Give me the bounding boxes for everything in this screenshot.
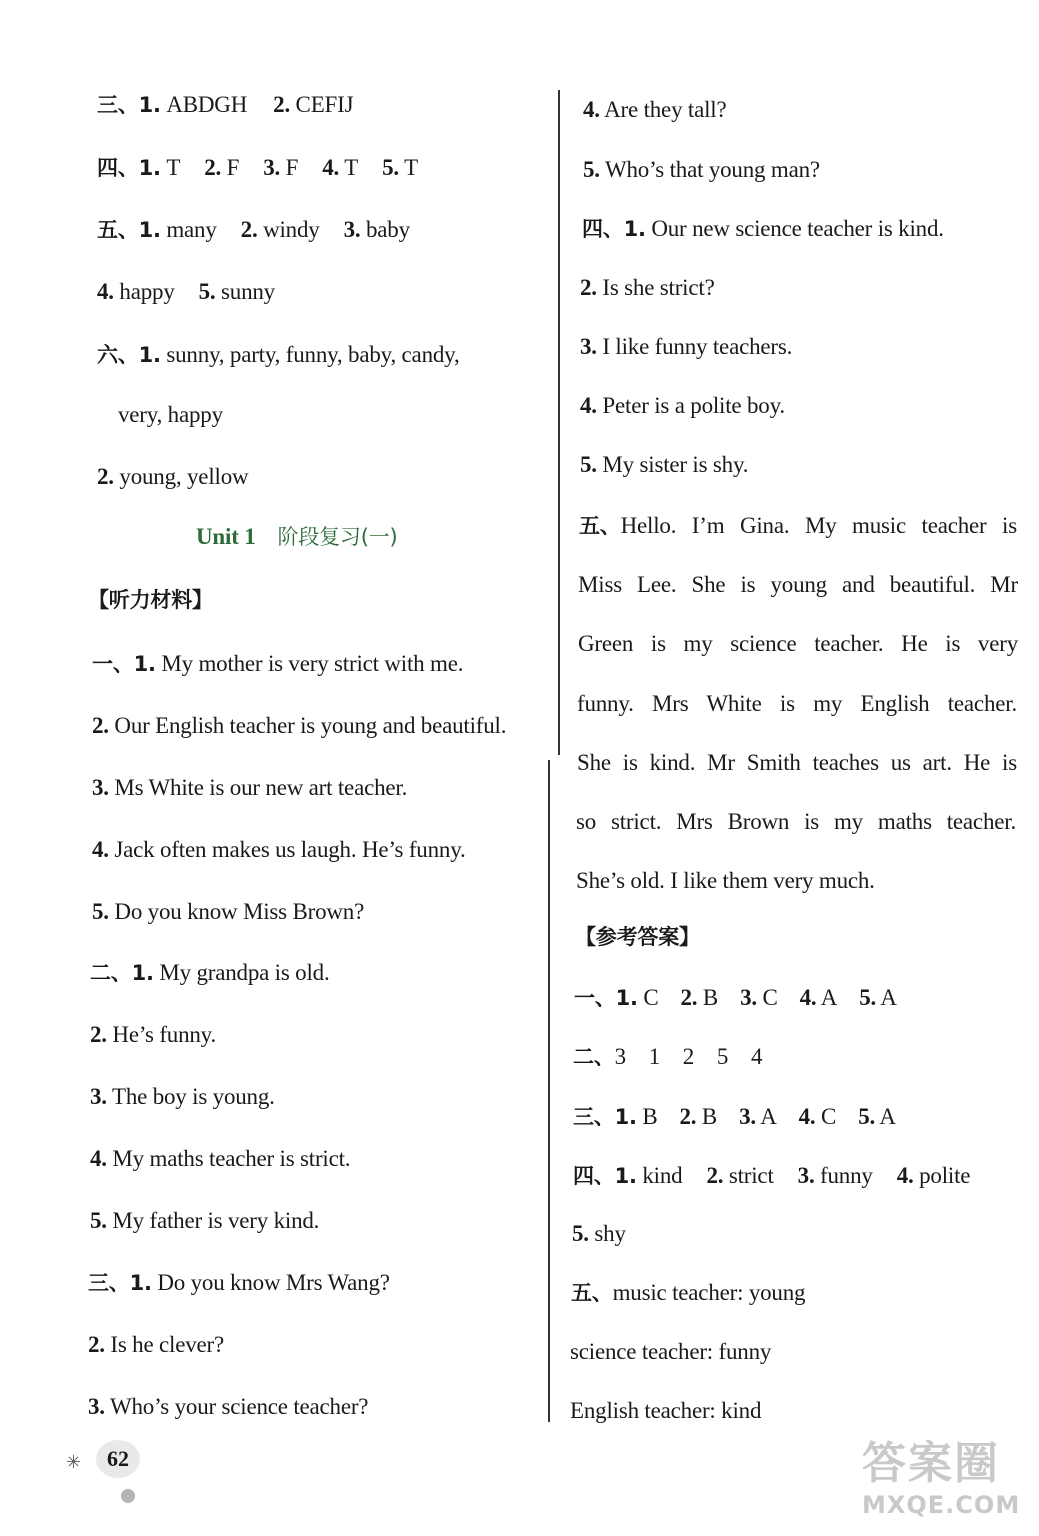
list-item: 3. I like funny teachers. [580, 334, 793, 359]
list-item: 5. My sister is shy. [580, 452, 749, 477]
column-divider [548, 760, 550, 1422]
answer-line: 六、1. sunny, party, funny, baby, candy, [97, 342, 460, 367]
answer-line: 五、1. many 2. windy 3. baby [97, 217, 410, 242]
answer-line: 5. shy [572, 1221, 626, 1246]
list-item: 三、1. Do you know Mrs Wang? [88, 1270, 390, 1295]
column-divider [558, 90, 560, 755]
list-item: 3. The boy is young. [90, 1084, 275, 1109]
list-item: 2. Our English teacher is young and beautiful. [92, 713, 507, 738]
answer-line: 二、3 1 2 5 4 [573, 1044, 763, 1069]
list-item: 5. My father is very kind. [90, 1208, 320, 1233]
list-item: 3. Who’s your science teacher? [88, 1394, 369, 1419]
passage-line: funny. Mrs White is my English teacher. [577, 691, 1017, 716]
unit-heading: Unit 1 阶段复习(一) [196, 524, 398, 549]
answer-line: 三、1. ABDGH 2. CEFIJ [97, 92, 354, 117]
list-item: 一、1. My mother is very strict with me. [92, 651, 464, 676]
list-item: 2. Is she strict? [580, 275, 715, 300]
list-item: 2. He’s funny. [90, 1022, 217, 1047]
list-item: 4. Peter is a polite boy. [580, 393, 785, 418]
answer-line: 4. happy 5. sunny [97, 279, 275, 304]
passage-line: Green is my science teacher. He is very [578, 631, 1018, 656]
answers-section-title: 【参考答案】 [575, 925, 700, 949]
listening-section-title: 【听力材料】 [88, 588, 213, 612]
watermark-logo: 答案圈 MXQE.COM [862, 1438, 1021, 1519]
sparkle-icon: ✳ [66, 1452, 82, 1472]
passage-line: Miss Lee. She is young and beautiful. Mr [578, 572, 1018, 597]
list-item: 3. Ms White is our new art teacher. [92, 775, 408, 800]
answer-line: 三、1. B 2. B 3. A 4. C 5. A [573, 1104, 896, 1129]
answer-line: 四、1. kind 2. strict 3. funny 4. polite [573, 1163, 971, 1188]
list-item: 5. Who’s that young man? [583, 157, 820, 182]
list-item: 5. Do you know Miss Brown? [92, 899, 365, 924]
page-dot-icon [121, 1489, 135, 1503]
list-item: 4. Jack often makes us laugh. He’s funny. [92, 837, 466, 862]
passage-line: so strict. Mrs Brown is my maths teacher. [576, 809, 1016, 834]
answer-line: 五、music teacher: young [571, 1280, 806, 1305]
list-item: 4. My maths teacher is strict. [90, 1146, 351, 1171]
answer-line: 2. young, yellow [97, 464, 249, 489]
passage-line: She is kind. Mr Smith teaches us art. He is [577, 750, 1017, 775]
passage-line: She’s old. I like them very much. [576, 868, 875, 893]
list-item: 二、1. My grandpa is old. [90, 960, 330, 985]
page-number: 62 [96, 1440, 140, 1478]
list-item: 2. Is he clever? [88, 1332, 225, 1357]
passage-line: 五、 Hello. I’m Gina. My music teacher is [579, 513, 1017, 538]
list-item: 四、1. Our new science teacher is kind. [582, 216, 944, 241]
answer-line: very, happy [118, 402, 223, 427]
list-item: 4. Are they tall? [583, 97, 727, 122]
answer-line: English teacher: kind [570, 1398, 762, 1423]
answer-line: 一、1. C 2. B 3. C 4. A 5. A [574, 985, 897, 1010]
answer-line: science teacher: funny [570, 1339, 772, 1364]
answer-line: 四、1. T 2. F 3. F 4. T 5. T [97, 155, 418, 180]
